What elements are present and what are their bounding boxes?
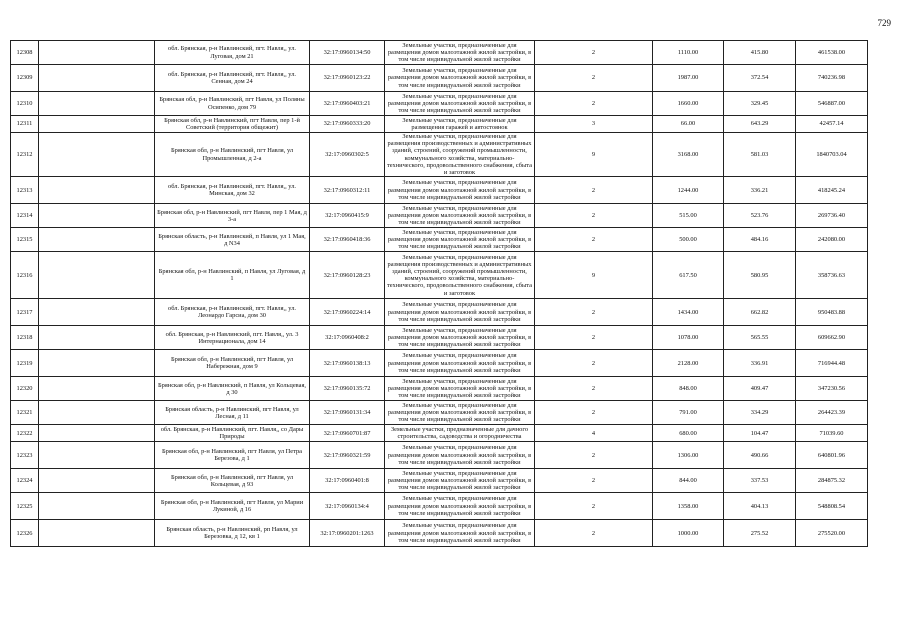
land-use-cell: Земельные участки, предназначенные для размещения производственных и административных зданий, строений, сооружений промышленности, коммунального хозяйства, материально-технического, продовольственного снабжения, сбыта и заготовок <box>385 252 535 299</box>
cadastral-number-cell: 32:17:0960135:72 <box>310 377 385 401</box>
row-id: 12310 <box>11 92 39 116</box>
cadastral-value-cell: 950483.88 <box>796 299 868 326</box>
table-row <box>11 177 868 204</box>
land-use-cell: Земельные участки, предназначенные для размещения домов малоэтажной жилой застройки, в том числе индивидуальной жилой застройки <box>385 377 535 401</box>
cadastral-number-cell: 32:17:0960123:22 <box>310 65 385 92</box>
specific-value-cell: 484.16 <box>724 228 796 252</box>
row-id: 12318 <box>11 326 39 350</box>
row-id: 12323 <box>11 442 39 469</box>
area-cell: 1434.00 <box>653 299 724 326</box>
row-id: 12314 <box>11 204 39 228</box>
land-use-cell: Земельные участки, предназначенные для размещения домов малоэтажной жилой застройки, в том числе индивидуальной жилой застройки <box>385 326 535 350</box>
use-group-cell: 2 <box>535 326 653 350</box>
cadastral-number-cell: 32:17:0960408:2 <box>310 326 385 350</box>
cadastral-value-cell: 347230.56 <box>796 377 868 401</box>
area-cell: 500.00 <box>653 228 724 252</box>
specific-value-cell: 409.47 <box>724 377 796 401</box>
cadastral-value-cell: 42457.14 <box>796 116 868 133</box>
use-group-cell: 2 <box>535 469 653 493</box>
use-group-cell: 2 <box>535 350 653 377</box>
specific-value-cell: 581.03 <box>724 133 796 177</box>
area-cell: 1987.00 <box>653 65 724 92</box>
area-cell: 617.50 <box>653 252 724 299</box>
specific-value-cell: 104.47 <box>724 425 796 442</box>
row-id: 12309 <box>11 65 39 92</box>
spacer-cell <box>39 299 155 326</box>
specific-value-cell: 662.82 <box>724 299 796 326</box>
cadastral-number-cell: 32:17:0960321:59 <box>310 442 385 469</box>
row-id: 12315 <box>11 228 39 252</box>
table-row <box>11 204 868 228</box>
cadastral-value-cell: 418245.24 <box>796 177 868 204</box>
specific-value-cell: 415.80 <box>724 41 796 65</box>
land-use-cell: Земельные участки, предназначенные для размещения домов малоэтажной жилой застройки, в том числе индивидуальной жилой застройки <box>385 204 535 228</box>
cadastral-number-cell: 32:17:0960128:23 <box>310 252 385 299</box>
cadastral-value-cell: 275520.00 <box>796 520 868 547</box>
use-group-cell: 2 <box>535 65 653 92</box>
table-row <box>11 520 868 547</box>
table-row <box>11 493 868 520</box>
use-group-cell: 2 <box>535 204 653 228</box>
land-use-cell: Земельные участки, предназначенные для размещения домов малоэтажной жилой застройки, в том числе индивидуальной жилой застройки <box>385 350 535 377</box>
use-group-cell: 2 <box>535 442 653 469</box>
land-use-cell: Земельные участки, предназначенные для размещения домов малоэтажной жилой застройки, в том числе индивидуальной жилой застройки <box>385 177 535 204</box>
spacer-cell <box>39 228 155 252</box>
cadastral-number-cell: 32:17:0960224:14 <box>310 299 385 326</box>
row-id: 12325 <box>11 493 39 520</box>
row-id: 12317 <box>11 299 39 326</box>
land-use-cell: Земельные участки, предназначенные для размещения домов малоэтажной жилой застройки, в том числе индивидуальной жилой застройки <box>385 65 535 92</box>
table-row <box>11 41 868 65</box>
use-group-cell: 2 <box>535 299 653 326</box>
land-use-cell: Земельные участки, предназначенные для размещения домов малоэтажной жилой застройки, в том числе индивидуальной жилой застройки <box>385 92 535 116</box>
area-cell: 844.00 <box>653 469 724 493</box>
address-cell: обл. Брянская, р-н Навлинский, пгт. Навля,, ул. Сенная, дом 24 <box>155 65 310 92</box>
land-use-cell: Земельные участки, предназначенные для размещения домов малоэтажной жилой застройки, в том числе индивидуальной жилой застройки <box>385 401 535 425</box>
specific-value-cell: 336.21 <box>724 177 796 204</box>
use-group-cell: 2 <box>535 493 653 520</box>
cadastral-number-cell: 32:17:0960134:50 <box>310 41 385 65</box>
table-row <box>11 92 868 116</box>
spacer-cell <box>39 377 155 401</box>
spacer-cell <box>39 65 155 92</box>
row-id: 12326 <box>11 520 39 547</box>
row-id: 12319 <box>11 350 39 377</box>
specific-value-cell: 523.76 <box>724 204 796 228</box>
cadastral-value-cell: 716944.48 <box>796 350 868 377</box>
cadastral-number-cell: 32:17:0960403:21 <box>310 92 385 116</box>
address-cell: Брянская обл, р-н Навлинский, пгт Навля, ул Марии Лукиной, д 16 <box>155 493 310 520</box>
cadastral-value-cell: 269736.40 <box>796 204 868 228</box>
area-cell: 680.00 <box>653 425 724 442</box>
table-row <box>11 425 868 442</box>
land-use-cell: Земельные участки, предназначенные для размещения домов малоэтажной жилой застройки, в том числе индивидуальной жилой застройки <box>385 228 535 252</box>
table-body <box>11 41 868 547</box>
spacer-cell <box>39 442 155 469</box>
cadastral-number-cell: 32:17:0960312:11 <box>310 177 385 204</box>
land-use-cell: Земельные участки, предназначенные для размещения производственных и административных зданий, строений, сооружений промышленности, коммунального хозяйства, материально-технического, продовольственного снабжения, сбыта и заготовок <box>385 133 535 177</box>
use-group-cell: 9 <box>535 133 653 177</box>
cadastral-value-cell: 548808.54 <box>796 493 868 520</box>
cadastral-value-cell: 1840703.04 <box>796 133 868 177</box>
address-cell: обл. Брянская, р-н Навлинский, пгт. Навля,, ул. Леонардо Гарсиа, дом 30 <box>155 299 310 326</box>
row-id: 12312 <box>11 133 39 177</box>
land-use-cell: Земельные участки, предназначенные для размещения домов малоэтажной жилой застройки, в том числе индивидуальной жилой застройки <box>385 469 535 493</box>
use-group-cell: 2 <box>535 41 653 65</box>
cadastral-value-cell: 264423.39 <box>796 401 868 425</box>
table-row <box>11 469 868 493</box>
land-use-cell: Земельные участки, предназначенные для размещения домов малоэтажной жилой застройки, в том числе индивидуальной жилой застройки <box>385 41 535 65</box>
cadastral-value-cell: 640801.96 <box>796 442 868 469</box>
row-id: 12320 <box>11 377 39 401</box>
spacer-cell <box>39 133 155 177</box>
use-group-cell: 2 <box>535 228 653 252</box>
specific-value-cell: 580.95 <box>724 252 796 299</box>
cadastral-value-cell: 242080.00 <box>796 228 868 252</box>
area-cell: 1358.00 <box>653 493 724 520</box>
table-row <box>11 228 868 252</box>
use-group-cell: 9 <box>535 252 653 299</box>
specific-value-cell: 372.54 <box>724 65 796 92</box>
table-row <box>11 65 868 92</box>
area-cell: 1660.00 <box>653 92 724 116</box>
land-use-cell: Земельные участки, предназначенные для дачного строительства, садоводства и огородничества <box>385 425 535 442</box>
use-group-cell: 2 <box>535 92 653 116</box>
row-id: 12321 <box>11 401 39 425</box>
specific-value-cell: 565.55 <box>724 326 796 350</box>
area-cell: 1000.00 <box>653 520 724 547</box>
spacer-cell <box>39 401 155 425</box>
address-cell: обл. Брянская, р-н Навлинский, пгт. Навля,, ул. 3 Интернационала, дом 14 <box>155 326 310 350</box>
spacer-cell <box>39 520 155 547</box>
cadastral-number-cell: 32:17:0960131:34 <box>310 401 385 425</box>
table-row <box>11 133 868 177</box>
cadastral-value-cell: 609662.90 <box>796 326 868 350</box>
specific-value-cell: 336.91 <box>724 350 796 377</box>
table-row <box>11 116 868 133</box>
address-cell: Брянская область, р-н Навлинский, рп Навля, ул Березовка, д 12, кв 1 <box>155 520 310 547</box>
cadastral-number-cell: 32:17:0960134:4 <box>310 493 385 520</box>
area-cell: 791.00 <box>653 401 724 425</box>
area-cell: 1110.00 <box>653 41 724 65</box>
area-cell: 1306.00 <box>653 442 724 469</box>
address-cell: обл. Брянская, р-н Навлинский, пгт. Навля,, ул. Минская, дом 32 <box>155 177 310 204</box>
row-id: 12311 <box>11 116 39 133</box>
land-use-cell: Земельные участки, предназначенные для размещения домов малоэтажной жилой застройки, в том числе индивидуальной жилой застройки <box>385 520 535 547</box>
table-row <box>11 442 868 469</box>
land-use-cell: Земельные участки, предназначенные для размещения домов малоэтажной жилой застройки, в том числе индивидуальной жилой застройки <box>385 299 535 326</box>
specific-value-cell: 337.53 <box>724 469 796 493</box>
address-cell: Брянская обл, р-н Навлинский, пгт Навля, ул Кольцевая, д 93 <box>155 469 310 493</box>
page-number: 729 <box>877 18 891 28</box>
land-use-cell: Земельные участки, предназначенные для размещения домов малоэтажной жилой застройки, в том числе индивидуальной жилой застройки <box>385 493 535 520</box>
table-row <box>11 350 868 377</box>
address-cell: Брянская обл, р-н Навлинский, пгт Навля, ул Набережная, дом 9 <box>155 350 310 377</box>
area-cell: 1244.00 <box>653 177 724 204</box>
row-id: 12322 <box>11 425 39 442</box>
specific-value-cell: 404.13 <box>724 493 796 520</box>
spacer-cell <box>39 493 155 520</box>
address-cell: Брянская обл, р-н Навлинский, пгт Навля, ул Промышленная, д 2-а <box>155 133 310 177</box>
spacer-cell <box>39 177 155 204</box>
row-id: 12313 <box>11 177 39 204</box>
cadastral-value-cell: 546887.00 <box>796 92 868 116</box>
table-row <box>11 299 868 326</box>
specific-value-cell: 329.45 <box>724 92 796 116</box>
area-cell: 66.00 <box>653 116 724 133</box>
spacer-cell <box>39 350 155 377</box>
cadastral-number-cell: 32:17:0960701:87 <box>310 425 385 442</box>
spacer-cell <box>39 92 155 116</box>
cadastral-number-cell: 32:17:0960415:9 <box>310 204 385 228</box>
area-cell: 3168.00 <box>653 133 724 177</box>
table-row <box>11 326 868 350</box>
address-cell: Брянская обл, р-н Навлинский, пгт Навля, ул Петра Березова, д 1 <box>155 442 310 469</box>
cadastral-number-cell: 32:17:0960401:8 <box>310 469 385 493</box>
table-row <box>11 377 868 401</box>
area-cell: 1078.00 <box>653 326 724 350</box>
land-use-cell: Земельные участки, предназначенные для размещения гаражей и автостоянок <box>385 116 535 133</box>
cadastral-value-cell: 284875.32 <box>796 469 868 493</box>
spacer-cell <box>39 425 155 442</box>
specific-value-cell: 643.29 <box>724 116 796 133</box>
land-parcel-table <box>10 40 868 547</box>
address-cell: Брянская обл, р-н Навлинский, п Навля, ул Кольцевая, д 30 <box>155 377 310 401</box>
address-cell: Брянская обл, р-н Навлинский, пгт Навля, пер 1 Мая, д 3-а <box>155 204 310 228</box>
cadastral-value-cell: 461538.00 <box>796 41 868 65</box>
use-group-cell: 2 <box>535 401 653 425</box>
use-group-cell: 4 <box>535 425 653 442</box>
spacer-cell <box>39 41 155 65</box>
area-cell: 515.00 <box>653 204 724 228</box>
row-id: 12324 <box>11 469 39 493</box>
cadastral-value-cell: 358736.63 <box>796 252 868 299</box>
table-row <box>11 252 868 299</box>
area-cell: 2128.00 <box>653 350 724 377</box>
spacer-cell <box>39 326 155 350</box>
use-group-cell: 2 <box>535 377 653 401</box>
spacer-cell <box>39 204 155 228</box>
use-group-cell: 2 <box>535 520 653 547</box>
specific-value-cell: 334.29 <box>724 401 796 425</box>
cadastral-number-cell: 32:17:0960138:13 <box>310 350 385 377</box>
cadastral-number-cell: 32:17:0960418:36 <box>310 228 385 252</box>
area-cell: 848.00 <box>653 377 724 401</box>
specific-value-cell: 275.52 <box>724 520 796 547</box>
address-cell: обл. Брянская, р-н Навлинский, пгт. Навля,, со Дары Природы <box>155 425 310 442</box>
address-cell: Брянская область, р-н Навлинский, пгт Навля, ул Лесная, д 11 <box>155 401 310 425</box>
address-cell: Брянская обл, р-н Навлинский, пгт Навля, пер 1-й Советский (территория общежит) <box>155 116 310 133</box>
cadastral-value-cell: 71039.60 <box>796 425 868 442</box>
row-id: 12316 <box>11 252 39 299</box>
address-cell: Брянская обл, р-н Навлинский, п Навля, ул Луговая, д 1 <box>155 252 310 299</box>
use-group-cell: 2 <box>535 177 653 204</box>
cadastral-number-cell: 32:17:0960201:1263 <box>310 520 385 547</box>
cadastral-value-cell: 740236.98 <box>796 65 868 92</box>
address-cell: обл. Брянская, р-н Навлинский, пгт. Навля,, ул. Луговая, дом 21 <box>155 41 310 65</box>
row-id: 12308 <box>11 41 39 65</box>
cadastral-number-cell: 32:17:0960333:20 <box>310 116 385 133</box>
table-row <box>11 401 868 425</box>
cadastral-number-cell: 32:17:0960302:5 <box>310 133 385 177</box>
use-group-cell: 3 <box>535 116 653 133</box>
spacer-cell <box>39 252 155 299</box>
specific-value-cell: 490.66 <box>724 442 796 469</box>
spacer-cell <box>39 116 155 133</box>
address-cell: Брянская обл, р-н Навлинский, пгт Навля, ул Поляны Осипенко, дом 79 <box>155 92 310 116</box>
spacer-cell <box>39 469 155 493</box>
land-use-cell: Земельные участки, предназначенные для размещения домов малоэтажной жилой застройки, в том числе индивидуальной жилой застройки <box>385 442 535 469</box>
address-cell: Брянская область, р-н Навлинский, п Навля, ул 1 Мая, д N34 <box>155 228 310 252</box>
